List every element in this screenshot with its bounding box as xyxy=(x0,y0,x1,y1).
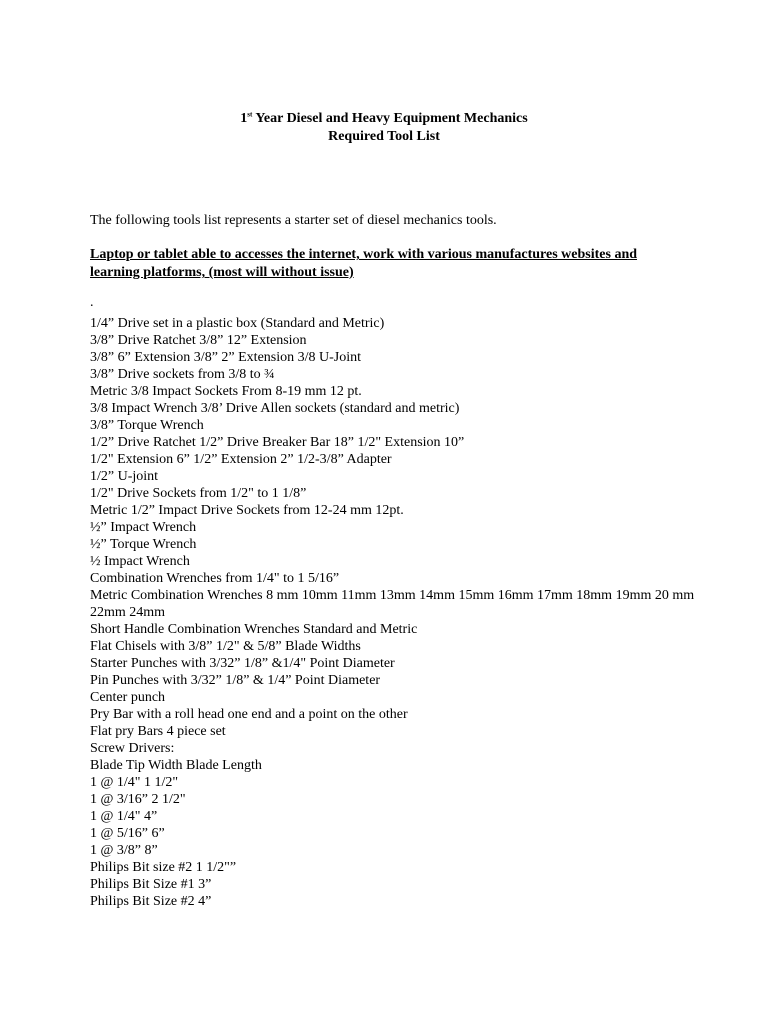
tool-list-item: 3/8” Drive sockets from 3/8 to ¾ xyxy=(90,367,275,382)
tool-list-item: ½” Torque Wrench xyxy=(90,537,197,552)
stray-period-mark: . xyxy=(90,295,94,310)
tool-list-item: Starter Punches with 3/32” 1/8” &1/4" Point Diameter xyxy=(90,656,395,671)
tool-list-item: Center punch xyxy=(90,690,166,705)
title-line-1 xyxy=(0,110,768,128)
tool-list-item: Metric 3/8 Impact Sockets From 8-19 mm 12 pt. xyxy=(90,384,362,399)
tool-list-item: 1/2" Drive Sockets from 1/2" to 1 1/8” xyxy=(90,486,307,501)
screwdriver-column-headers: Blade Tip Width Blade Length xyxy=(90,758,262,773)
philips-bit-item: Philips Bit Size #1 3” xyxy=(90,877,212,892)
tool-list-item: Combination Wrenches from 1/4" to 1 5/16” xyxy=(90,571,340,586)
tool-list-item: ½ Impact Wrench xyxy=(90,554,190,569)
title-ordinal-suffix: st xyxy=(247,110,253,119)
tool-list-item: ½” Impact Wrench xyxy=(90,520,197,535)
tool-list xyxy=(90,315,710,910)
tool-list-item: Flat pry Bars 4 piece set xyxy=(90,724,226,739)
tool-list-item: Pry Bar with a roll head one end and a point on the other xyxy=(90,707,408,722)
tool-list-item: Metric 1/2” Impact Drive Sockets from 12-24 mm 12pt. xyxy=(90,503,404,518)
tool-list-item: Short Handle Combination Wrenches Standard and Metric xyxy=(90,622,418,637)
screwdriver-item: 1 @ 5/16” 6” xyxy=(90,826,165,841)
screwdriver-item: 1 @ 1/4" 1 1/2" xyxy=(90,775,179,790)
tool-list-item: 3/8” 6” Extension 3/8” 2” Extension 3/8 U-Joint xyxy=(90,350,362,365)
philips-bit-item: Philips Bit size #2 1 1/2"” xyxy=(90,860,237,875)
tool-list-item: 3/8 Impact Wrench 3/8’ Drive Allen sockets (standard and metric) xyxy=(90,401,460,416)
philips-bit-item: Philips Bit Size #2 4” xyxy=(90,894,212,909)
tool-list-item: Flat Chisels with 3/8” 1/2" & 5/8” Blade Widths xyxy=(90,639,361,654)
laptop-requirement-note: Laptop or tablet able to accesses the internet, work with various manufactures websites and learning platforms, (most will without issue) xyxy=(90,247,638,280)
screwdriver-item: 1 @ 1/4" 4” xyxy=(90,809,158,824)
title-program-name: Year Diesel and Heavy Equipment Mechanics xyxy=(252,111,528,126)
tool-list-item: 3/8” Torque Wrench xyxy=(90,418,204,433)
title-ordinal-number: 1 xyxy=(240,111,248,126)
tool-list-item: Pin Punches with 3/32” 1/8” & 1/4” Point Diameter xyxy=(90,673,381,688)
tool-list-item: 3/8” Drive Ratchet 3/8” 12” Extension xyxy=(90,333,307,348)
intro-paragraph: The following tools list represents a starter set of diesel mechanics tools. xyxy=(90,213,497,228)
screwdriver-item: 1 @ 3/8” 8” xyxy=(90,843,158,858)
tool-list-item: 1/2” U-joint xyxy=(90,469,159,484)
document-title xyxy=(0,110,768,146)
tool-list-item: Metric Combination Wrenches 8 mm 10mm 11mm 13mm 14mm 15mm 16mm 17mm 18mm 19mm 20 mm 22mm 24mm xyxy=(90,588,695,620)
tool-list-item: 1/4” Drive set in a plastic box (Standard and Metric) xyxy=(90,316,385,331)
screwdriver-heading: Screw Drivers: xyxy=(90,741,175,756)
tool-list-item: 1/2" Extension 6” 1/2” Extension 2” 1/2-3/8” Adapter xyxy=(90,452,392,467)
screwdriver-item: 1 @ 3/16” 2 1/2" xyxy=(90,792,186,807)
title-line-2: Required Tool List xyxy=(328,129,440,144)
tool-list-item: 1/2” Drive Ratchet 1/2” Drive Breaker Bar 18” 1/2" Extension 10” xyxy=(90,435,465,450)
